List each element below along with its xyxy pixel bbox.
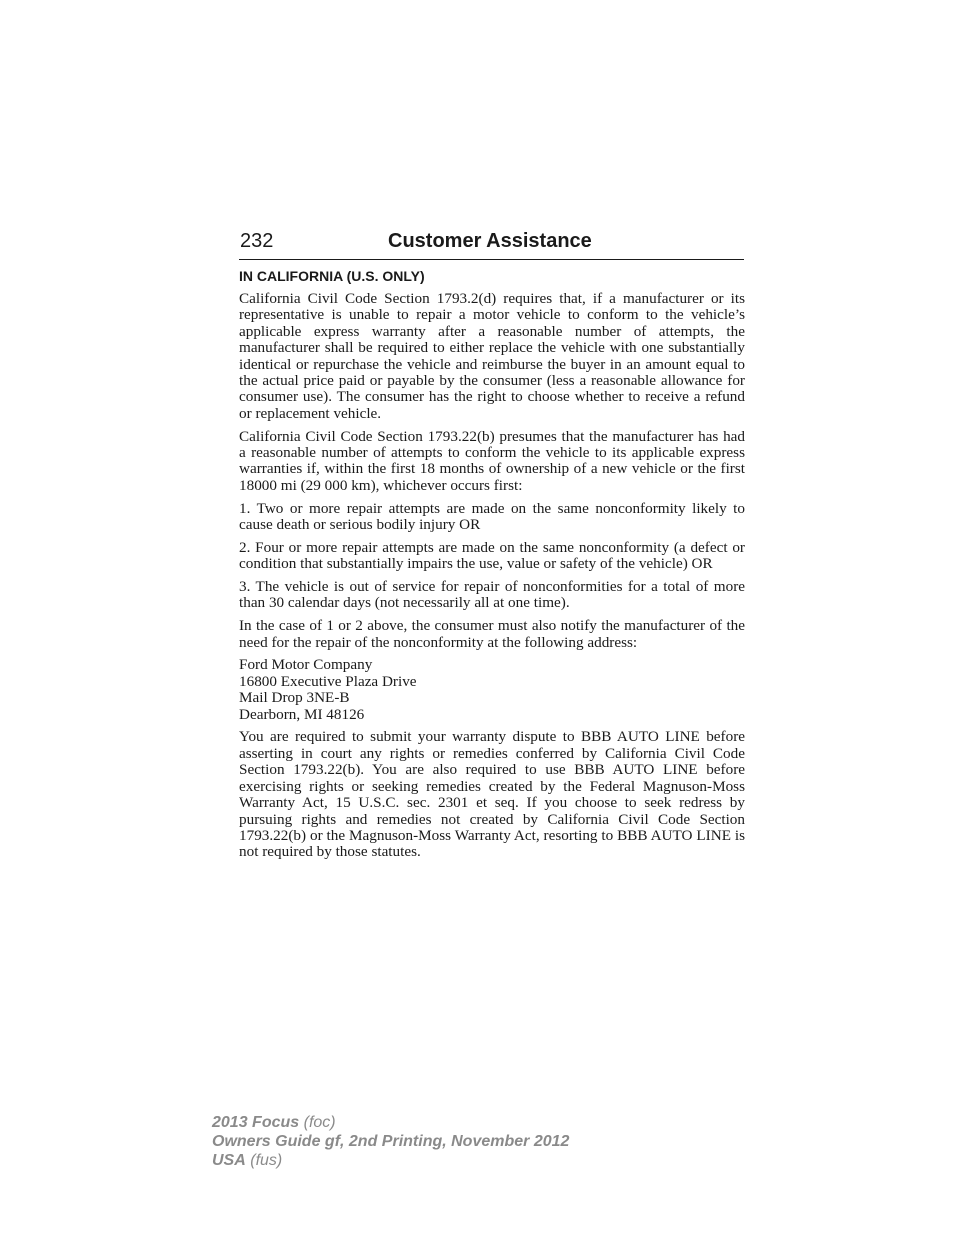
footer-market: USA — [212, 1152, 246, 1169]
footer-model-code: (foc) — [303, 1114, 336, 1131]
main-content — [239, 267, 745, 867]
address-line: Dearborn, MI 48126 — [239, 705, 365, 723]
list-item-2: 2. Four or more repair attempts are made on the same nonconformity (a defect or condition that substantially impairs the use, value or safety of the vehicle) OR — [239, 538, 745, 573]
footer-model: 2013 Focus — [212, 1114, 300, 1131]
footer-line-guide — [212, 1132, 569, 1151]
section-heading: IN CALIFORNIA (U.S. ONLY) — [239, 268, 425, 284]
footer-line-market — [212, 1151, 569, 1170]
footer-guide: Owners Guide gf, 2nd Printing, November 2012 — [212, 1133, 570, 1150]
page-title: Customer Assistance — [388, 230, 592, 252]
page-number: 232 — [240, 230, 274, 252]
address-line: Ford Motor Company — [239, 656, 373, 674]
address-line: Mail Drop 3NE-B — [239, 689, 350, 707]
list-item-3: 3. The vehicle is out of service for repair of nonconformities for a total of more than 30 calendar days (not necessarily all at one time). — [239, 578, 745, 612]
address-line: 16800 Executive Plaza Drive — [239, 672, 417, 690]
page-header — [239, 228, 744, 260]
footer-market-code: (fus) — [250, 1152, 283, 1169]
footer-line-model — [212, 1113, 569, 1132]
paragraph-notify: In the case of 1 or 2 above, the consumer must also notify the manufacturer of the need for the repair of the nonconformity at the following address: — [239, 617, 745, 651]
list-item-1: 1. Two or more repair attempts are made on the same nonconformity likely to cause death or serious bodily injury OR — [239, 499, 745, 534]
page-footer — [212, 1113, 569, 1170]
paragraph-bbb-auto-line: You are required to submit your warranty dispute to BBB AUTO LINE before asserting in court any rights or remedies conferred by California Civil Code Section 1793.22(b). You are also required to use BBB AUTO LINE before exercising rights or seeking remedies created by the Federal Magnuson-Moss Warranty Act, 15 U.S.C. sec. 2301 et seq. If you choose to seek redress by pursuing rights and remedies not created by California Civil Code Section 1793.22(b) or the Magnuson-Moss Warranty Act, resorting to BBB AUTO LINE is not required by those statutes. — [239, 728, 745, 861]
paragraph-repair-requirement: California Civil Code Section 1793.2(d) requires that, if a manufacturer or its representative is unable to repair a motor vehicle to conform to the vehicle’s applicable express warranty after a reasonable number of attempts, the manufacturer shall be required to either replace the vehicle with one substantially identical or repurchase the vehicle and reimburse the buyer in an amount equal to the actual price paid or payable by the consumer (less a reasonable allowance for consumer use). The consumer has the right to choose whether to receive a refund or replacement vehicle. — [239, 290, 745, 422]
mailing-address — [239, 657, 745, 723]
paragraph-presumption: California Civil Code Section 1793.22(b) presumes that the manufacturer has had a reasonable number of attempts to conform the vehicle to its applicable express warranties if, within the first 18 months of ownership of a new vehicle or the first 18000 mi (29 000 km), whichever occurs first: — [239, 427, 745, 494]
